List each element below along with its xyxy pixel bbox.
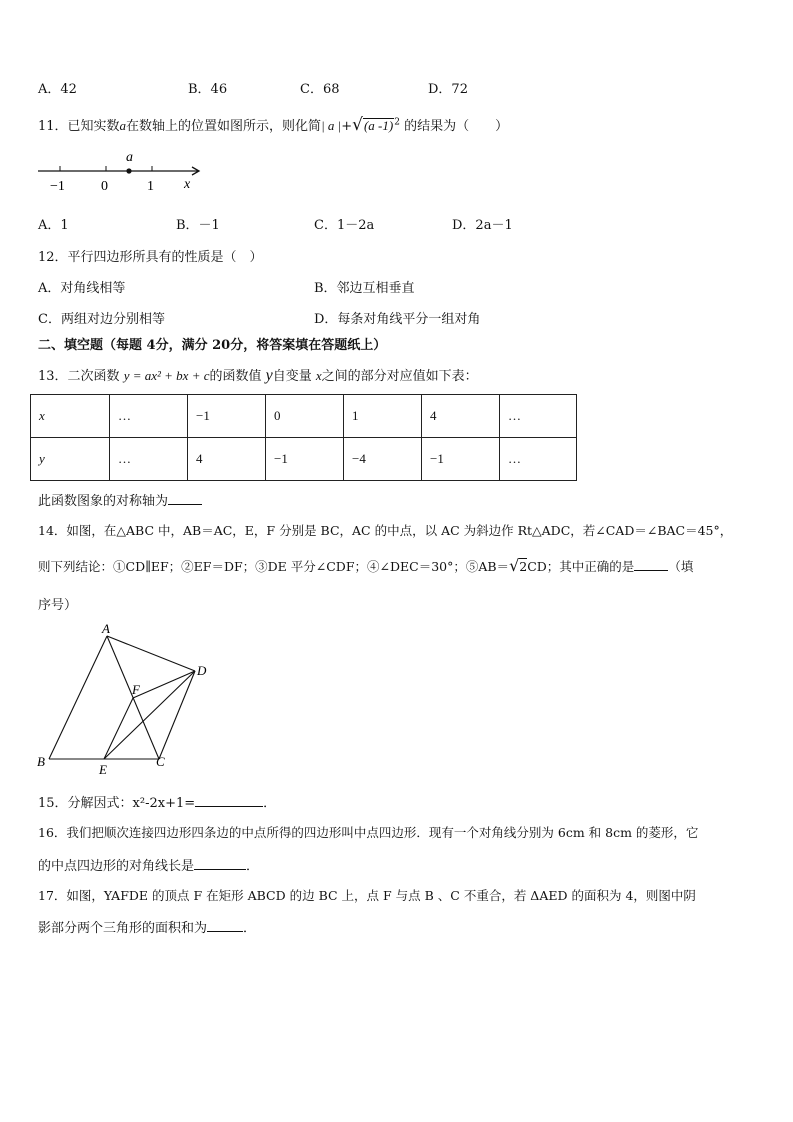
q17-line-2 bbox=[38, 917, 256, 936]
q13-answer-label: 此函数图象的对称轴为 bbox=[38, 494, 169, 509]
q11-option-d: D．2a－1 bbox=[452, 218, 513, 233]
point-label-d: D bbox=[197, 663, 207, 678]
table-cell: −1 bbox=[188, 395, 266, 438]
table-cell bbox=[31, 438, 110, 481]
row-header-x: x bbox=[39, 408, 45, 423]
q10-option-d: D．72 bbox=[428, 82, 468, 97]
point-label-c: C bbox=[156, 754, 165, 769]
q11-stem bbox=[38, 115, 508, 135]
q11-abs-expr: | a | bbox=[321, 118, 342, 133]
point-label-a: A bbox=[102, 621, 110, 636]
q10-option-a: A．42 bbox=[38, 82, 77, 97]
q12-option-a: A．对角线相等 bbox=[38, 281, 126, 296]
q12-option-c: C．两组对边分别相等 bbox=[38, 312, 165, 327]
q14-line-2-pre: 则下列结论：①CD∥EF；②EF＝DF；③DE 平分∠CDF；④∠DEC＝30°；⑤AB＝ bbox=[38, 559, 510, 574]
q11-var-a: a bbox=[119, 118, 127, 133]
q11-sqrt-exponent: 2 bbox=[394, 117, 400, 128]
table-cell: −1 bbox=[266, 438, 344, 481]
q13-function: y = ax² + bx + c bbox=[123, 368, 210, 383]
q15-period: ． bbox=[263, 796, 277, 811]
q11-stem-post: 的结果为（ ） bbox=[404, 119, 509, 134]
q16-answer-blank[interactable] bbox=[194, 855, 246, 870]
q11-option-a: A．1 bbox=[38, 218, 69, 233]
q11-option-b: B．－1 bbox=[176, 218, 220, 233]
q14-line-3: 序号） bbox=[38, 598, 78, 613]
q16-line-2 bbox=[38, 855, 259, 874]
table-cell: … bbox=[110, 395, 188, 438]
point-a bbox=[126, 168, 131, 173]
table-cell: 1 bbox=[344, 395, 422, 438]
table-cell: 4 bbox=[188, 438, 266, 481]
segment-ed bbox=[104, 671, 195, 759]
q12-stem: 12．平行四边形所具有的性质是（ ） bbox=[38, 250, 263, 265]
q16-line-1: 16．我们把顺次连接四边形四条边的中点所得的四边形叫中点四边形．现有一个对角线分别为 6cm 和 8cm 的菱形，它 bbox=[38, 825, 699, 840]
segment-ad bbox=[107, 636, 195, 671]
q11-stem-mid: 在数轴上的位置如图所示，则化简 bbox=[126, 119, 322, 134]
q11-sqrt-radicand: (a -1) bbox=[363, 118, 394, 133]
q11-plus: + bbox=[341, 119, 353, 134]
q13-value-table bbox=[30, 394, 577, 481]
table-cell: −4 bbox=[344, 438, 422, 481]
q13-stem bbox=[38, 365, 478, 385]
q17-line-1: 17．如图，YAFDE 的顶点 F 在矩形 ABCD 的边 BC 上，点 F 与点 B 、C 不重合，若 ΔAED 的面积为 4，则图中阴 bbox=[38, 888, 696, 903]
q13-answer-line bbox=[38, 490, 202, 509]
row-header-y: y bbox=[39, 451, 45, 466]
q14-answer-blank[interactable] bbox=[634, 556, 668, 571]
table-cell bbox=[31, 395, 110, 438]
section-2-title: 二、填空题（每题 4分，满分 20分，将答案填在答题纸上） bbox=[38, 338, 387, 353]
tick-label-0: 0 bbox=[101, 179, 108, 194]
q15-text: 15．分解因式：x²-2x+1= bbox=[38, 796, 196, 811]
table-cell: −1 bbox=[422, 438, 500, 481]
table-row-y bbox=[31, 438, 577, 481]
q10-option-c: C．68 bbox=[300, 82, 340, 97]
q10-option-b: B．46 bbox=[188, 82, 228, 97]
table-cell: 0 bbox=[266, 395, 344, 438]
table-cell: … bbox=[500, 395, 577, 438]
q17-period: ． bbox=[243, 921, 257, 936]
q14-geometry-figure bbox=[32, 618, 222, 780]
point-label-f: F bbox=[132, 682, 140, 697]
q13-stem-pre: 13．二次函数 bbox=[38, 369, 124, 384]
q12-option-b: B．邻边互相垂直 bbox=[314, 281, 415, 296]
q11-stem-pre: 11．已知实数 bbox=[38, 119, 120, 134]
q17-line-2-text: 影部分两个三角形的面积和为 bbox=[38, 921, 208, 936]
q14-line-2-tail: （填 bbox=[668, 559, 694, 574]
point-label-e: E bbox=[99, 762, 107, 777]
tick-label-minus-1: −1 bbox=[50, 179, 65, 194]
q12-option-d: D．每条对角线平分一组对角 bbox=[314, 312, 481, 327]
point-label-b: B bbox=[37, 754, 45, 769]
table-cell: 4 bbox=[422, 395, 500, 438]
q13-answer-blank[interactable] bbox=[168, 490, 202, 505]
sqrt-symbol: √ bbox=[509, 556, 520, 575]
q13-stem-mid2: 自变量 bbox=[272, 369, 316, 384]
q17-answer-blank[interactable] bbox=[207, 917, 243, 932]
q13-stem-mid: 的函数值 bbox=[209, 369, 266, 384]
tick-label-1: 1 bbox=[147, 179, 154, 194]
q15-answer-blank[interactable] bbox=[195, 792, 263, 807]
q16-period: ． bbox=[246, 859, 260, 874]
q14-line-2-post: CD；其中正确的是 bbox=[527, 559, 635, 574]
q14-sqrt-radicand: 2 bbox=[519, 559, 528, 574]
axis-label-x: x bbox=[184, 177, 191, 192]
q16-line-2-text: 的中点四边形的对角线长是 bbox=[38, 859, 195, 874]
table-row-x bbox=[31, 395, 577, 438]
table-cell: … bbox=[500, 438, 577, 481]
q13-var-x: x bbox=[315, 368, 322, 383]
q11-sqrt: √(a -1)$^2$ bbox=[352, 115, 400, 135]
table-cell: … bbox=[110, 438, 188, 481]
q11-option-c: C．1－2a bbox=[314, 218, 375, 233]
segment-ab bbox=[49, 636, 107, 759]
q13-stem-post: 之间的部分对应值如下表： bbox=[321, 369, 478, 384]
q15-stem bbox=[38, 792, 276, 811]
segment-ef bbox=[104, 698, 133, 759]
point-a-label: a bbox=[126, 150, 133, 165]
q13-var-y: y bbox=[265, 367, 273, 384]
q11-number-line bbox=[36, 146, 206, 196]
q14-line-2 bbox=[38, 556, 693, 575]
q14-line-1: 14．如图，在△ABC 中，AB＝AC，E，F 分别是 BC，AC 的中点，以 AC 为斜边作 Rt△ADC，若∠CAD＝∠BAC＝45°， bbox=[38, 523, 733, 538]
